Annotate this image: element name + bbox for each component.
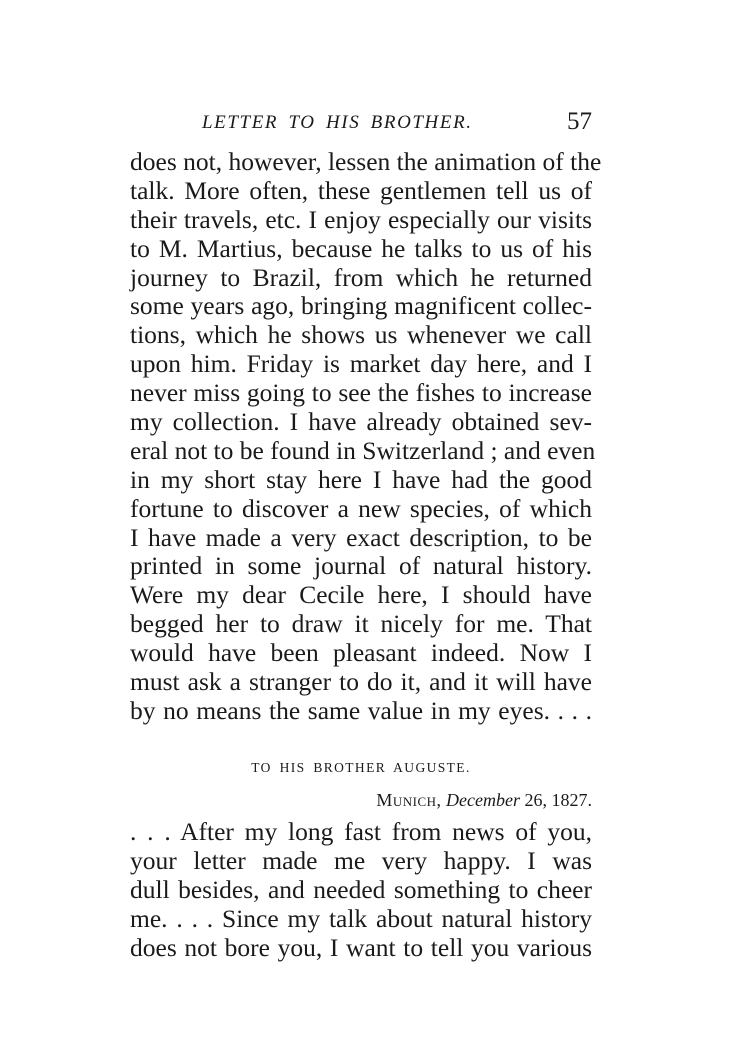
text-line: fortune to discover a new species, of which [130, 493, 592, 523]
text-line: begged her to draw it nicely for me. That [130, 609, 592, 639]
running-head [130, 108, 592, 142]
text-line: would have been pleasant indeed. Now I [130, 638, 592, 668]
running-title: LETTER TO HIS BROTHER. [202, 112, 473, 133]
page-number: 57 [567, 108, 592, 135]
text-line: my collection. I have already obtained sev- [130, 407, 592, 437]
text-line: eral not to be found in Switzerland ; and even [130, 435, 596, 465]
text-line: some years ago, bringing magnificent collec- [130, 291, 592, 321]
dateline [376, 790, 592, 811]
text-line: does not bore you, I want to tell you various [130, 932, 592, 962]
letter-heading: TO HIS BROTHER AUGUSTE. [251, 760, 471, 775]
text-line: me. . . . Since my talk about natural history [130, 903, 592, 933]
text-line: does not, however, lessen the animation of the [130, 147, 602, 176]
text-line: I have made a very exact description, to be [130, 522, 592, 552]
text-line: in my short stay here I have had the good [130, 464, 592, 494]
text-line: dull besides, and needed something to cheer [130, 874, 592, 904]
text-line: Were my dear Cecile here, I should have [130, 580, 592, 610]
paragraph-continuation [130, 147, 602, 726]
text-line: upon him. Friday is market day here, and I [130, 349, 592, 379]
dateline-place: Munich, [376, 790, 442, 810]
dateline-day-year: 26, 1827. [524, 790, 592, 810]
text-line: never miss going to see the fishes to increase [130, 378, 592, 408]
text-line: . . . After my long fast from news of you, [130, 817, 592, 846]
text-line: their travels, etc. I enjoy especially our visits [130, 204, 592, 234]
text-line: by no means the same value in my eyes. . . . [130, 695, 592, 725]
text-line: printed in some journal of natural history. [130, 551, 592, 581]
text-line: your letter made me very happy. I was [130, 845, 592, 875]
text-line: must ask a stranger to do it, and it will have [130, 667, 592, 697]
text-line: to M. Martius, because he talks to us of his [130, 233, 592, 263]
dateline-month: December [446, 790, 520, 810]
text-line: journey to Brazil, from which he returned [130, 262, 592, 292]
text-line: tions, which he shows us whenever we call [130, 320, 592, 350]
text-line: talk. More often, these gentlemen tell us of [130, 175, 592, 205]
letter-body [130, 818, 592, 962]
